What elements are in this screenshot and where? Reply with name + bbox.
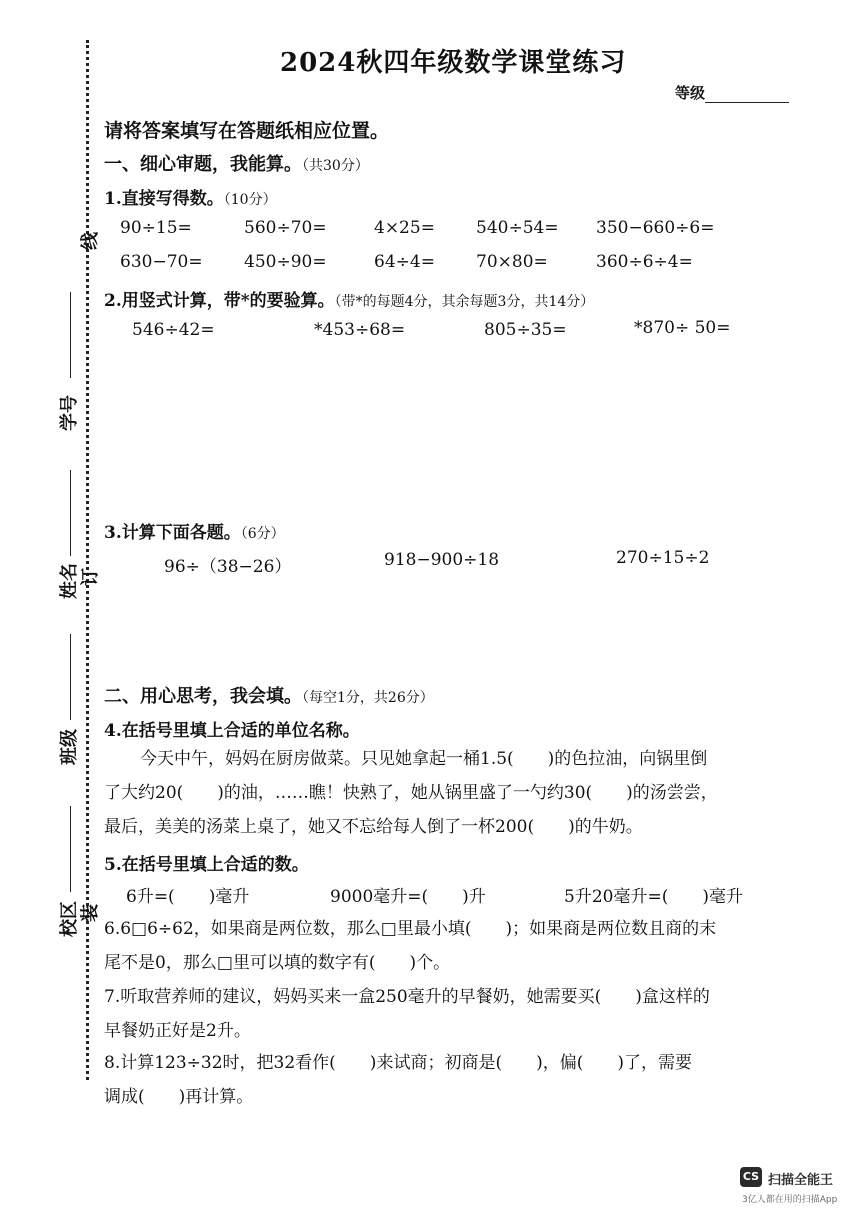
scanner-logo-icon: CS	[740, 1167, 762, 1187]
q1-row1-item: 560÷70=	[244, 218, 327, 238]
scanner-app-name: 扫描全能王	[768, 1173, 834, 1188]
q1-row1-item: 540÷54=	[476, 218, 559, 238]
binding-mark-xian: 线	[80, 232, 101, 250]
q3-item: 918−900÷18	[384, 550, 500, 570]
q1-heading	[104, 184, 277, 209]
q4-paragraph-line: 今天中午，妈妈在厨房做菜。只见她拿起一桶1.5( )的色拉油，向锅里倒	[140, 749, 708, 769]
q2-item: *870÷ 50=	[634, 318, 731, 338]
binding-mark-ding: 订	[80, 568, 101, 586]
q1-row1-item: 350−660÷6=	[596, 218, 715, 238]
q1-row1-item: 4×25=	[374, 218, 435, 238]
q1-row2-item: 64÷4=	[374, 252, 435, 272]
section1-title: 一、细心审题，我能算。	[104, 154, 302, 175]
q8-line: 调成( )再计算。	[104, 1087, 254, 1107]
q6-line: 尾不是0，那么□里可以填的数字有( )个。	[104, 953, 451, 973]
q3-item: 96÷（38−26）	[164, 557, 292, 577]
class-label: 班级	[59, 729, 80, 765]
name-label: 姓名	[59, 563, 80, 599]
q4-paragraph-line: 了大约20( )的油，……瞧！快熟了，她从锅里盛了一勺约30( )的汤尝尝，	[104, 783, 718, 803]
class-blank-line	[70, 634, 71, 720]
grade-label: 等级	[675, 84, 706, 102]
q4-label: 4.在括号里填上合适的单位名称。	[104, 721, 360, 741]
q1-row2-item: 630−70=	[120, 252, 203, 272]
instruction: 请将答案填写在答题纸相应位置。	[104, 120, 390, 142]
student-id-label: 学号	[59, 395, 80, 431]
q6-line: 6.6□6÷62，如果商是两位数，那么□里最小填( )；如果商是两位数且商的末	[104, 919, 717, 939]
campus-label: 校区	[59, 901, 80, 937]
q5-item: 6升=( )毫升	[126, 887, 250, 907]
q1-row2-item: 450÷90=	[244, 252, 327, 272]
q4-paragraph-line: 最后，美美的汤菜上桌了，她又不忘给每人倒了一杯200( )的牛奶。	[104, 817, 643, 837]
q5-label: 5.在括号里填上合适的数。	[104, 855, 309, 875]
page-title: 2024秋四年级数学课堂练习	[280, 48, 627, 78]
q1-score: （10分）	[223, 192, 277, 208]
q2-item: 546÷42=	[132, 320, 215, 340]
binding-dotted-line	[86, 40, 89, 1080]
section1-heading	[104, 150, 369, 176]
q5-item: 9000毫升=( )升	[330, 887, 486, 907]
scanner-tagline: 3亿人都在用的扫描App	[742, 1195, 838, 1205]
q1-row2-item: 70×80=	[476, 252, 548, 272]
section2-score: （每空1分，共26分）	[302, 690, 434, 706]
q3-item: 270÷15÷2	[616, 548, 710, 568]
q3-heading	[104, 518, 285, 543]
q3-label: 3.计算下面各题。	[104, 523, 241, 543]
grade-blank	[705, 86, 789, 103]
binding-mark-zhuang: 装	[80, 904, 101, 922]
q8-line: 8.计算123÷32时，把32看作( )来试商；初商是( )，偏( )了，需要	[104, 1053, 692, 1073]
section2-title: 二、用心思考，我会填。	[104, 686, 302, 707]
q2-heading	[104, 286, 594, 311]
grade-field	[675, 82, 789, 103]
name-blank-line	[70, 470, 71, 556]
q3-score: （6分）	[240, 526, 285, 542]
q7-line: 早餐奶正好是2升。	[104, 1021, 251, 1041]
q1-row2-item: 360÷6÷4=	[596, 252, 693, 272]
q7-line: 7.听取营养师的建议，妈妈买来一盒250毫升的早餐奶，她需要买( )盒这样的	[104, 987, 710, 1007]
q2-item: 805÷35=	[484, 320, 567, 340]
q1-row1-item: 90÷15=	[120, 218, 192, 238]
q2-item: *453÷68=	[314, 320, 406, 340]
q2-label: 2.用竖式计算，带*的要验算。	[104, 291, 335, 311]
q1-label: 1.直接写得数。	[104, 189, 224, 209]
section1-score: （共30分）	[302, 158, 369, 174]
section2-heading	[104, 682, 434, 708]
q2-score: （带*的每题4分，其余每题3分，共14分）	[334, 294, 595, 310]
q5-item: 5升20毫升=( )毫升	[564, 887, 743, 907]
campus-blank-line	[70, 806, 71, 892]
student-id-blank-line	[70, 292, 71, 378]
